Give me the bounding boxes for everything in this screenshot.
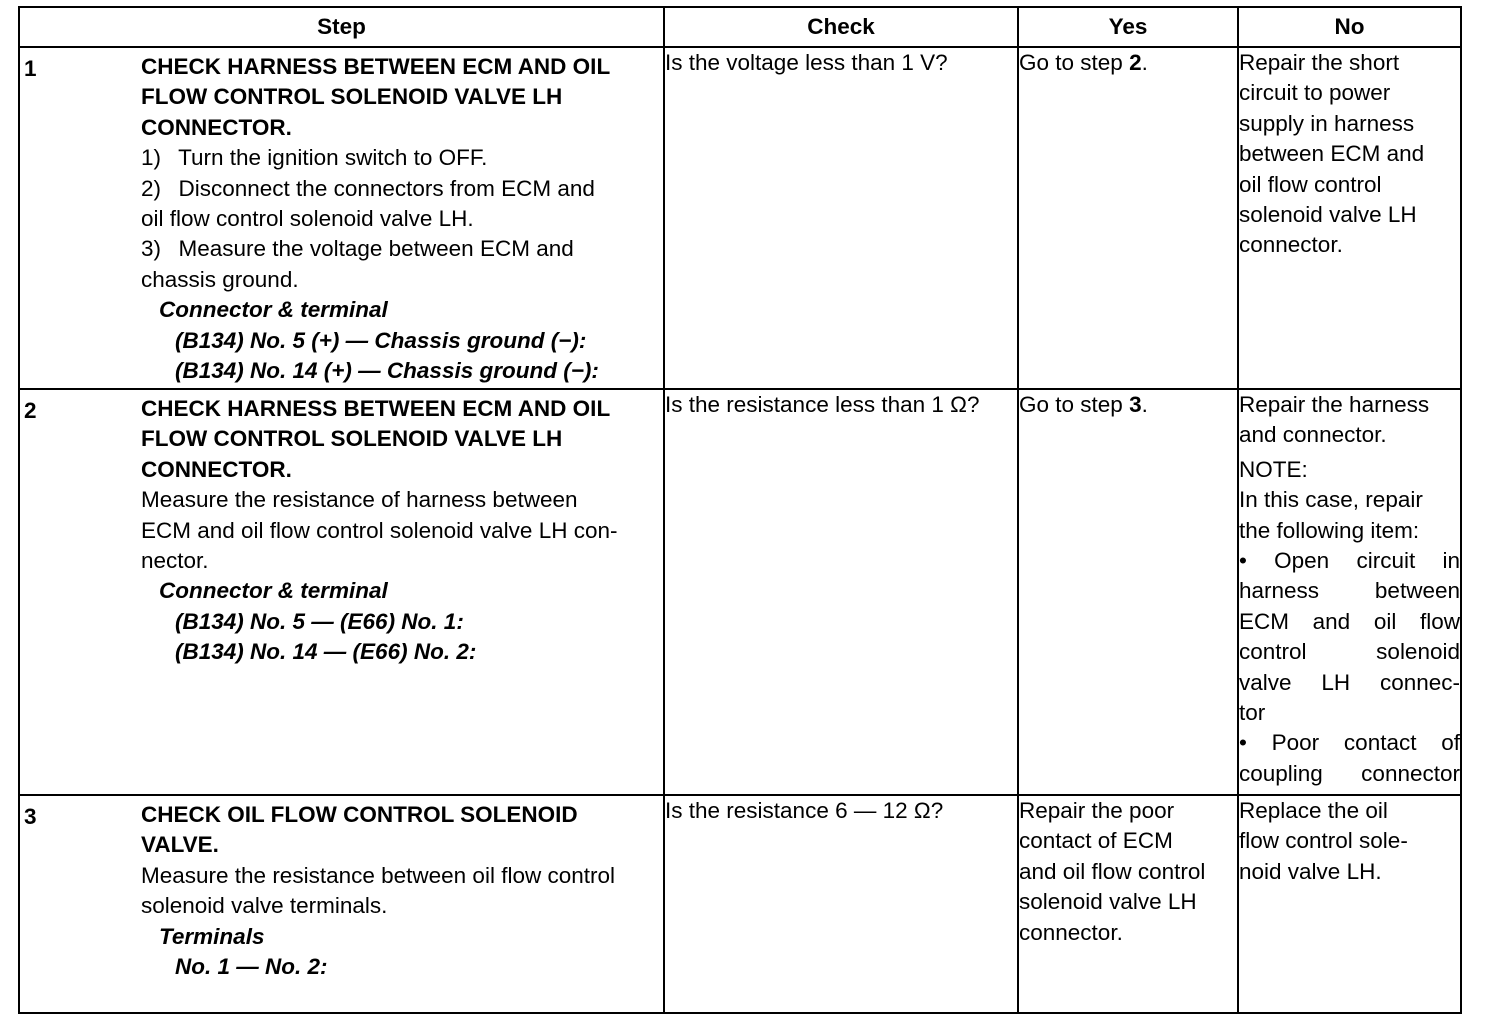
header-step: Step	[19, 7, 664, 47]
yes-text: Go to step 3.	[1019, 392, 1148, 417]
yes-text: Go to step 2.	[1019, 50, 1148, 75]
header-yes: Yes	[1018, 7, 1238, 47]
header-row	[19, 7, 1461, 47]
step-number: 3	[24, 804, 37, 829]
no-cell	[1238, 47, 1461, 389]
step-body-line: 1) Turn the ignition switch to OFF.	[141, 145, 488, 171]
check-cell	[664, 389, 1018, 795]
step-title-line: CHECK HARNESS BETWEEN ECM AND OIL	[141, 396, 611, 421]
step-title-line: VALVE.	[141, 832, 219, 858]
no-note-line: coupling connector	[1239, 760, 1460, 786]
table-row	[19, 795, 1461, 1013]
terminals-label: Terminals	[159, 923, 265, 949]
table-row	[19, 389, 1461, 795]
no-note-line: the following item:	[1239, 517, 1420, 543]
step-title-line: CHECK OIL FLOW CONTROL SOLENOID	[141, 802, 578, 827]
no-note-line: • Poor contact of	[1239, 730, 1460, 756]
no-cell	[1238, 795, 1461, 1013]
yes-cell	[1018, 795, 1238, 1013]
step-cell	[19, 389, 664, 795]
no-line: Repair the harness	[1239, 392, 1430, 417]
no-line: supply in harness	[1239, 110, 1415, 136]
no-line: oil flow control	[1239, 171, 1382, 197]
no-line: between ECM and	[1239, 141, 1425, 167]
step-title-line: CONNECTOR.	[141, 456, 292, 482]
no-note-line: harness between	[1239, 578, 1460, 604]
no-line: Repair the short	[1239, 50, 1400, 75]
no-line: and connector.	[1239, 422, 1387, 448]
no-line: connector.	[1239, 232, 1343, 258]
step-body-line: Measure the resistance between oil flow control	[141, 862, 615, 888]
no-note-line: tor	[1239, 700, 1266, 726]
no-note-line: control solenoid	[1239, 639, 1460, 665]
no-note-line: In this case, repair	[1239, 487, 1423, 513]
no-note-line: ECM and oil flow	[1239, 608, 1460, 634]
no-line: flow control sole-	[1239, 828, 1408, 854]
check-cell	[664, 47, 1018, 389]
check-cell	[664, 795, 1018, 1013]
yes-line: and oil flow control	[1019, 858, 1206, 884]
no-line: circuit to power	[1239, 80, 1391, 106]
connector-terminal-line: (B134) No. 5 (+) — Chassis ground (−):	[175, 327, 587, 353]
table-row	[19, 47, 1461, 389]
terminal-line: No. 1 — No. 2:	[175, 954, 328, 980]
no-note-label: NOTE:	[1239, 456, 1308, 482]
yes-line: connector.	[1019, 919, 1123, 945]
step-cell	[19, 795, 664, 1013]
no-line: Replace the oil	[1239, 798, 1388, 823]
step-title-line: CONNECTOR.	[141, 114, 292, 140]
step-number: 1	[24, 56, 37, 81]
step-body-line: solenoid valve terminals.	[141, 893, 388, 919]
check-text: Is the resistance 6 — 12 Ω?	[665, 798, 944, 823]
header-check: Check	[664, 7, 1018, 47]
step-body-line: Measure the resistance of harness between	[141, 487, 578, 513]
connector-terminal-line: (B134) No. 14 — (E66) No. 2:	[175, 639, 477, 665]
yes-cell	[1018, 47, 1238, 389]
connector-terminal-label: Connector & terminal	[159, 578, 388, 604]
check-text: Is the resistance less than 1 Ω?	[665, 392, 980, 417]
step-title-line: CHECK HARNESS BETWEEN ECM AND OIL	[141, 54, 611, 79]
no-line: noid valve LH.	[1239, 858, 1382, 884]
connector-terminal-line: (B134) No. 14 (+) — Chassis ground (−):	[175, 358, 599, 384]
yes-line: contact of ECM	[1019, 828, 1173, 854]
step-number: 2	[24, 398, 37, 423]
no-note-line: valve LH connec-	[1239, 669, 1460, 695]
connector-terminal-line: (B134) No. 5 — (E66) No. 1:	[175, 608, 464, 634]
header-no: No	[1238, 7, 1461, 47]
step-body-line: oil flow control solenoid valve LH.	[141, 206, 474, 232]
no-note-line: • Open circuit in	[1239, 548, 1460, 574]
step-cell	[19, 47, 664, 389]
yes-line: Repair the poor	[1019, 798, 1175, 823]
step-body-line: chassis ground.	[141, 266, 299, 292]
connector-terminal-label: Connector & terminal	[159, 297, 388, 323]
step-body-line: 3) Measure the voltage between ECM and	[141, 236, 574, 262]
step-body-line: 2) Disconnect the connectors from ECM and	[141, 175, 595, 201]
no-cell	[1238, 389, 1461, 795]
yes-line: solenoid valve LH	[1019, 889, 1197, 915]
no-line: solenoid valve LH	[1239, 202, 1417, 228]
step-title-line: FLOW CONTROL SOLENOID VALVE LH	[141, 426, 563, 452]
step-body-line: nector.	[141, 548, 209, 574]
diagnostic-table	[18, 6, 1462, 1014]
step-body-line: ECM and oil flow control solenoid valve LH con-	[141, 517, 618, 543]
check-text: Is the voltage less than 1 V?	[665, 50, 948, 75]
step-title-line: FLOW CONTROL SOLENOID VALVE LH	[141, 84, 563, 110]
yes-cell	[1018, 389, 1238, 795]
